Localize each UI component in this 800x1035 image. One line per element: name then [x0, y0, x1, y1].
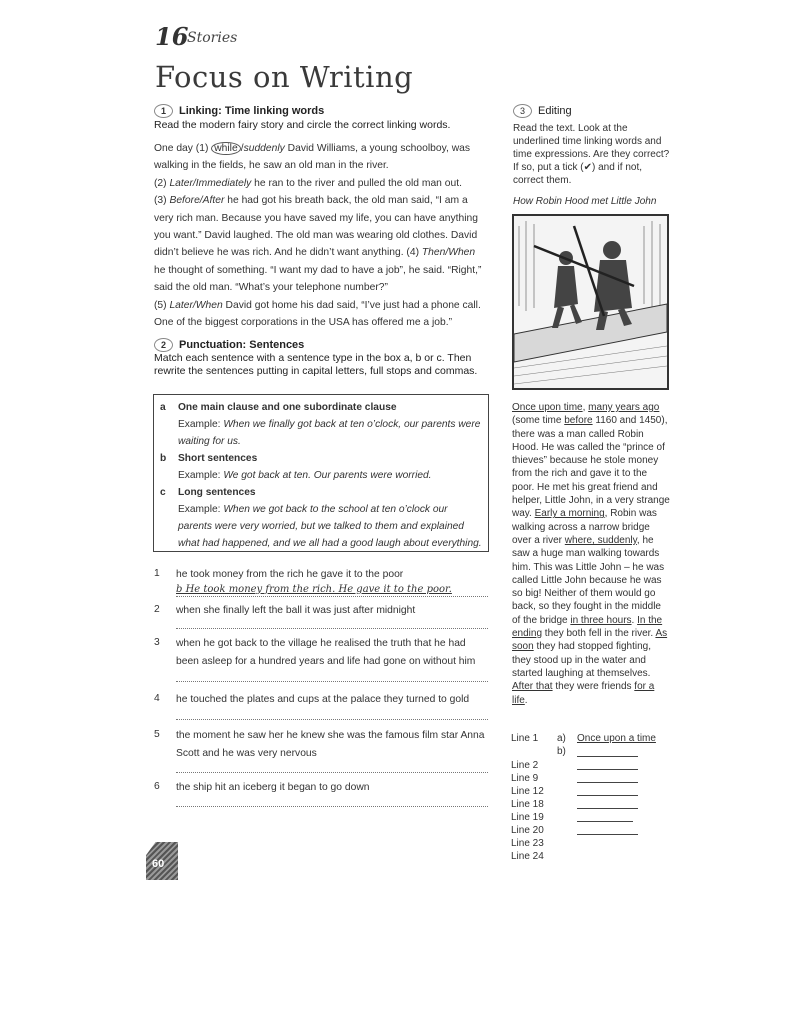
answer-b-label: b): [557, 746, 566, 757]
unit-title: Stories: [187, 30, 238, 46]
answer-line-label: Line 24: [511, 851, 544, 862]
linking-option: Later/Immediately: [169, 177, 252, 189]
underlined-expression: for a life: [512, 681, 655, 706]
type-a-letter: [160, 399, 178, 416]
answer-line-label: Line 9: [511, 773, 539, 784]
answer-blank[interactable]: [577, 782, 638, 783]
instruction-text: Read the text. Look at the underlined time linking words and time expressions. Are they correct? If so, put a tick (: [513, 123, 670, 173]
story-text: David got home his dad said, “I’ve just had a phone call. One of the biggest corporations in the USA has offered me a job.”: [154, 299, 481, 329]
type-c-letter: [160, 484, 178, 501]
type-letter: b: [160, 453, 167, 464]
robin-hood-illustration: [512, 214, 669, 390]
answer-line[interactable]: [176, 719, 488, 720]
sample-answer: b He took money from the rich. He gave it to the poor.: [176, 584, 452, 595]
answer-line-label: Line 12: [511, 786, 544, 797]
story-paragraph-4: [154, 297, 484, 332]
story-text: .: [631, 614, 638, 626]
instruction-text: ) and if not, correct them.: [513, 162, 643, 186]
answer-line-label: Line 23: [511, 838, 544, 849]
answer-blank[interactable]: [577, 808, 638, 809]
answer-line-label: Line 18: [511, 799, 544, 810]
story-text: .: [524, 694, 528, 706]
story-text: , Robin was walking across a narrow bridge over a river: [512, 508, 657, 546]
linking-option: Before/After: [169, 195, 225, 207]
underlined-expression: in three hours: [570, 614, 632, 626]
question-number: 6: [154, 781, 160, 792]
answer-blank[interactable]: [577, 821, 633, 822]
underlined-expression: Early a morning: [534, 508, 605, 520]
section-1-title: Linking: Time linking words: [179, 104, 325, 117]
answer-blank[interactable]: [577, 756, 638, 757]
answer-line[interactable]: [176, 806, 488, 807]
story-text: (3): [154, 195, 170, 207]
linking-option: suddenly: [243, 143, 285, 154]
story-text: he had got his breath back, the old man said, “I am a very rich man. Because you have saved my life, you can have anything you want.” David laughed. The old man was wearing old clothes. David didn’t believe he was rich. And he didn’t want anything. (4): [154, 195, 478, 259]
answer-line-label: Line 1: [511, 733, 539, 744]
type-example: [178, 467, 483, 484]
underlined-expression: In the ending: [512, 614, 663, 640]
story-text: 1160 and 1450), there was a man called Robin Hood. He was called the “prince of thieves” because he stole money from the rich and gave it to the poor. He met his great friend and helper, Little John, in a very strange way.: [512, 415, 670, 520]
type-letter: a: [160, 402, 166, 413]
story-text: /: [240, 143, 244, 154]
example-text: When we got back to the school at ten o’clock our parents were very worried, but we talked to them and explained what had happened, and we all had a good laugh about everything.: [178, 504, 482, 549]
story-paragraph-1: [154, 140, 484, 175]
robin-hood-story: [512, 401, 672, 707]
example-label: Example:: [178, 504, 221, 515]
story-text: they were friends: [552, 681, 635, 693]
type-a: [178, 399, 483, 450]
question-number: 3: [154, 637, 160, 648]
answer-blank[interactable]: [577, 795, 638, 796]
page-number: 60: [152, 858, 165, 870]
story-text: he ran to the river and pulled the old man out.: [251, 177, 462, 189]
linking-option: Then/When: [421, 247, 476, 259]
question-number: 2: [154, 604, 160, 615]
answer-a-text: Once upon a time: [577, 733, 656, 744]
story-text: ,: [582, 402, 589, 413]
underlined-expression: Once upon time: [512, 402, 583, 413]
story-text: (5): [154, 299, 170, 311]
story-title: How Robin Hood met Little John: [513, 196, 657, 207]
answer-a-label: a): [557, 733, 566, 744]
section-1-number: 1: [154, 104, 173, 118]
example-label: Example:: [178, 419, 221, 430]
section-3-instruction: [513, 122, 673, 187]
question-number: 5: [154, 729, 160, 740]
illustration-svg: [514, 216, 667, 388]
example-text: When we finally got back at ten o’clock, our parents were waiting for us.: [178, 419, 481, 447]
answer-line-label: Line 19: [511, 812, 544, 823]
underlined-expression: After that: [512, 681, 553, 693]
tick-icon: ✔: [583, 162, 592, 173]
answer-line[interactable]: [176, 628, 488, 629]
linking-option: Later/When: [169, 299, 223, 311]
answer-line[interactable]: [176, 772, 488, 773]
answer-line[interactable]: [176, 681, 488, 682]
type-name: Short sentences: [178, 453, 258, 464]
underlined-expression: As soon: [512, 628, 668, 653]
question-number: 1: [154, 568, 160, 579]
unit-number: 16: [155, 22, 189, 51]
type-letter: c: [160, 487, 166, 498]
question-text: when she finally left the ball it was just after midnight: [176, 605, 416, 616]
type-example: [178, 416, 483, 450]
question-text: when he got back to the village he realised the truth that he had been asleep for a hundred years and life had gone on without him: [176, 638, 476, 667]
answer-line-label: Line 20: [511, 825, 544, 836]
answer-line[interactable]: [176, 596, 488, 597]
type-b: [178, 450, 483, 484]
fairy-story: [154, 140, 484, 331]
circled-answer: while: [211, 142, 240, 155]
underlined-expression: many years ago: [588, 402, 660, 413]
page-title: Focus on Writing: [155, 60, 414, 94]
story-text: (2): [154, 177, 170, 189]
underlined-expression: before: [564, 415, 593, 427]
type-name: One main clause and one subordinate clause: [178, 402, 397, 413]
story-text: they had stopped fighting, they stood up in the water and started laughing at themselves.: [512, 641, 651, 679]
story-text: David Williams, a young schoolboy, was walking in the fields, he saw an old man in the river.: [154, 143, 471, 172]
type-example: [178, 501, 483, 552]
section-2-number: 2: [154, 338, 173, 352]
example-text: We got back at ten. Our parents were worried.: [223, 470, 432, 481]
question-text: the ship hit an iceberg it began to go down: [176, 782, 370, 793]
answer-blank[interactable]: [577, 769, 638, 770]
section-2-heading: [154, 338, 304, 352]
sentence-types-box: [153, 394, 489, 552]
question-number: 4: [154, 693, 160, 704]
section-3-number: 3: [513, 104, 532, 118]
example-label: Example:: [178, 470, 221, 481]
answer-line-label: Line 2: [511, 760, 539, 771]
section-1-instruction: Read the modern fairy story and circle the correct linking words.: [154, 119, 451, 131]
story-text: One day (1): [154, 143, 212, 154]
question-text: he took money from the rich he gave it to the poor: [176, 569, 404, 580]
question-text: the moment he saw her he knew she was the famous film star Anna Scott and he was very nervous: [176, 730, 485, 759]
section-2-instruction: Match each sentence with a sentence type in the box a, b or c. Then rewrite the sentences putting in capital letters, full stops and commas.: [154, 352, 478, 377]
type-c: [178, 484, 483, 552]
answer-blank[interactable]: [577, 834, 638, 835]
section-2-title: Punctuation: Sentences: [179, 338, 305, 351]
story-text: , he saw a huge man walking towards him. This was Little John – he was called Little John because he was so big! Neither of them would go back, so they fought in the middle of the bridge: [512, 534, 665, 626]
story-paragraph-2: [154, 175, 484, 192]
story-paragraph-3: [154, 192, 484, 296]
underlined-expression: where, suddenly: [564, 534, 637, 546]
type-name: Long sentences: [178, 487, 256, 498]
type-b-letter: [160, 450, 178, 467]
story-text: (some time: [512, 415, 565, 427]
question-text: he touched the plates and cups at the palace they turned to gold: [176, 694, 470, 705]
story-text: they both fell in the river.: [542, 628, 656, 640]
section-3-heading: [513, 104, 572, 118]
section-3-title: Editing: [538, 104, 572, 117]
section-1-heading: [154, 104, 324, 118]
story-text: he thought of something. “I want my dad to have a job”, he said. “Right,” said the old man. “What’s your telephone number?”: [154, 264, 482, 294]
